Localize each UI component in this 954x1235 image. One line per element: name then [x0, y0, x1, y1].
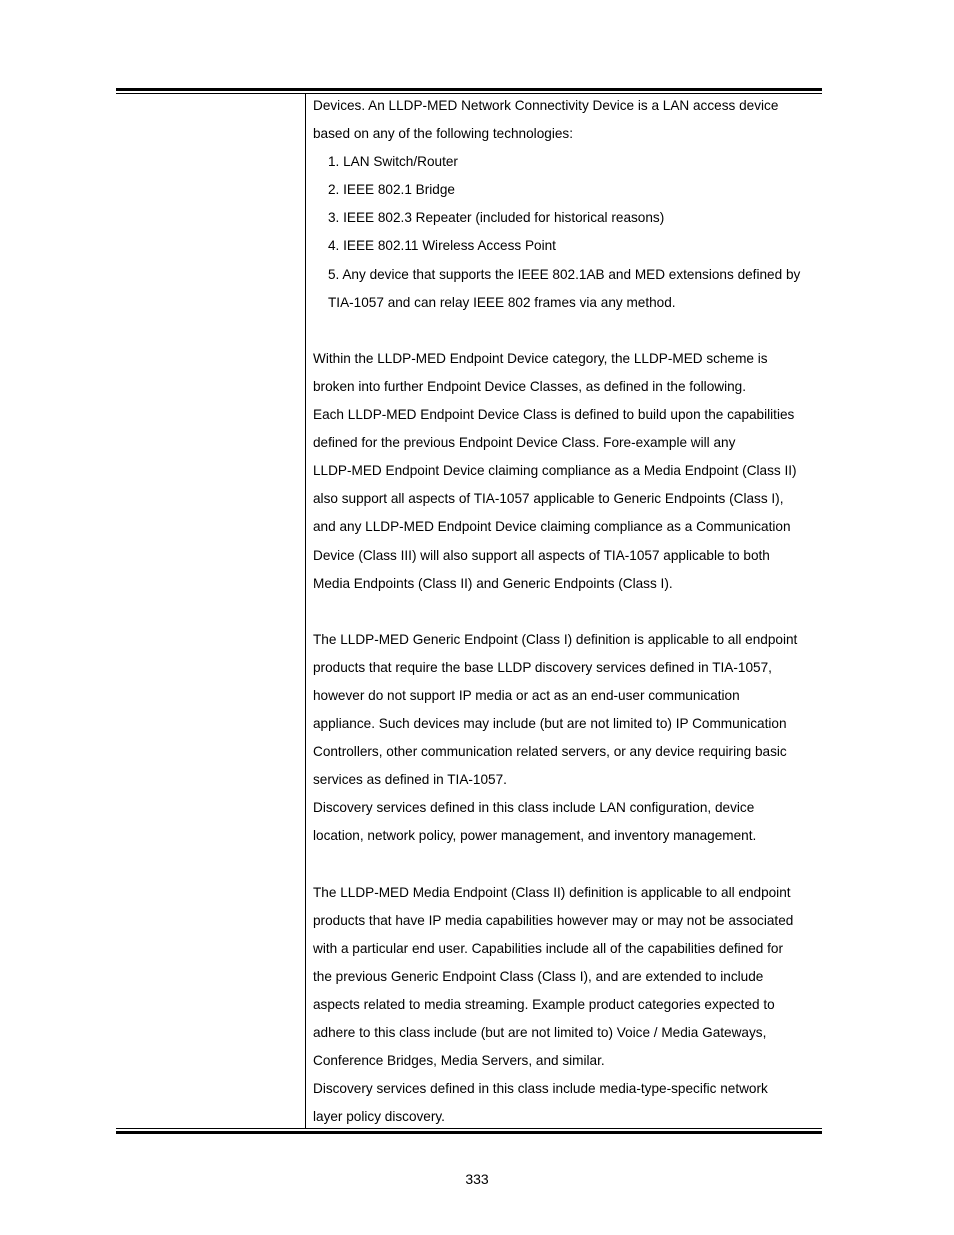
text-line: Controllers, other communication related servers, or any device requiring basic	[313, 744, 787, 760]
text-line: with a particular end user. Capabilities include all of the capabilities defined for	[313, 940, 784, 956]
page-number: 333	[465, 1171, 489, 1187]
text-line: Within the LLDP-MED Endpoint Device category, the LLDP-MED scheme is	[313, 350, 768, 366]
text-line: also support all aspects of TIA-1057 applicable to Generic Endpoints (Class I),	[313, 491, 784, 507]
text-line: Discovery services defined in this class include LAN configuration, device	[313, 800, 755, 816]
table-bottom-rule	[116, 1128, 822, 1134]
text-line: location, network policy, power management, and inventory management.	[313, 828, 757, 844]
text-line: aspects related to media streaming. Example product categories expected to	[313, 997, 775, 1012]
text-line: appliance. Such devices may include (but are not limited to) IP Communication	[313, 716, 787, 732]
text-line: Discovery services defined in this class include media-type-specific network	[313, 1081, 768, 1097]
blank-line	[313, 851, 819, 879]
text-line: Device (Class III) will also support all aspects of TIA-1057 applicable to both	[313, 547, 770, 563]
text-line: and any LLDP-MED Endpoint Device claiming compliance as a Communication	[313, 519, 791, 535]
text-line: broken into further Endpoint Device Classes, as defined in the following.	[313, 378, 746, 394]
text-line: based on any of the following technologies:	[313, 126, 573, 142]
text-line: however do not support IP media or act as an end-user communication	[313, 687, 740, 703]
text-line: The LLDP-MED Generic Endpoint (Class I) definition is applicable to all endpoint	[313, 631, 798, 647]
text-line: products that have IP media capabilities however may or may not be associated	[313, 912, 794, 928]
parameter-cell	[116, 94, 305, 1128]
description-cell	[313, 92, 819, 1131]
text-line: products that require the base LLDP discovery services defined in TIA-1057,	[313, 659, 772, 675]
text-line: services as defined in TIA-1057.	[313, 772, 507, 788]
text-line: 1. LAN Switch/Router	[328, 154, 458, 170]
text-line: layer policy discovery.	[313, 1109, 445, 1125]
text-line: 2. IEEE 802.1 Bridge	[328, 182, 455, 198]
description-table	[116, 88, 822, 1135]
text-line: LLDP-MED Endpoint Device claiming compliance as a Media Endpoint (Class II)	[313, 463, 797, 479]
text-line: Each LLDP-MED Endpoint Device Class is defined to build upon the capabilities	[313, 407, 795, 423]
text-line: the previous Generic Endpoint Class (Class I), and are extended to include	[313, 968, 764, 984]
text-line: defined for the previous Endpoint Device Class. Fore-example will any	[313, 435, 736, 451]
text-line: Media Endpoints (Class II) and Generic Endpoints (Class I).	[313, 575, 673, 591]
text-line: 3. IEEE 802.3 Repeater (included for historical reasons)	[328, 210, 665, 226]
text-line: 5. Any device that supports the IEEE 802.1AB and MED extensions defined by	[328, 266, 801, 282]
text-line: adhere to this class include (but are not limited to) Voice / Media Gateways,	[313, 1025, 767, 1041]
blank-line	[313, 317, 819, 345]
column-divider	[305, 94, 306, 1128]
text-line: Devices. An LLDP-MED Network Connectivity Device is a LAN access device	[313, 98, 779, 113]
text-line: 4. IEEE 802.11 Wireless Access Point	[328, 238, 556, 254]
text-line: TIA-1057 and can relay IEEE 802 frames via any method.	[328, 294, 676, 310]
blank-line	[313, 598, 819, 626]
text-line: The LLDP-MED Media Endpoint (Class II) definition is applicable to all endpoint	[313, 884, 791, 900]
text-line: Conference Bridges, Media Servers, and similar.	[313, 1053, 605, 1069]
